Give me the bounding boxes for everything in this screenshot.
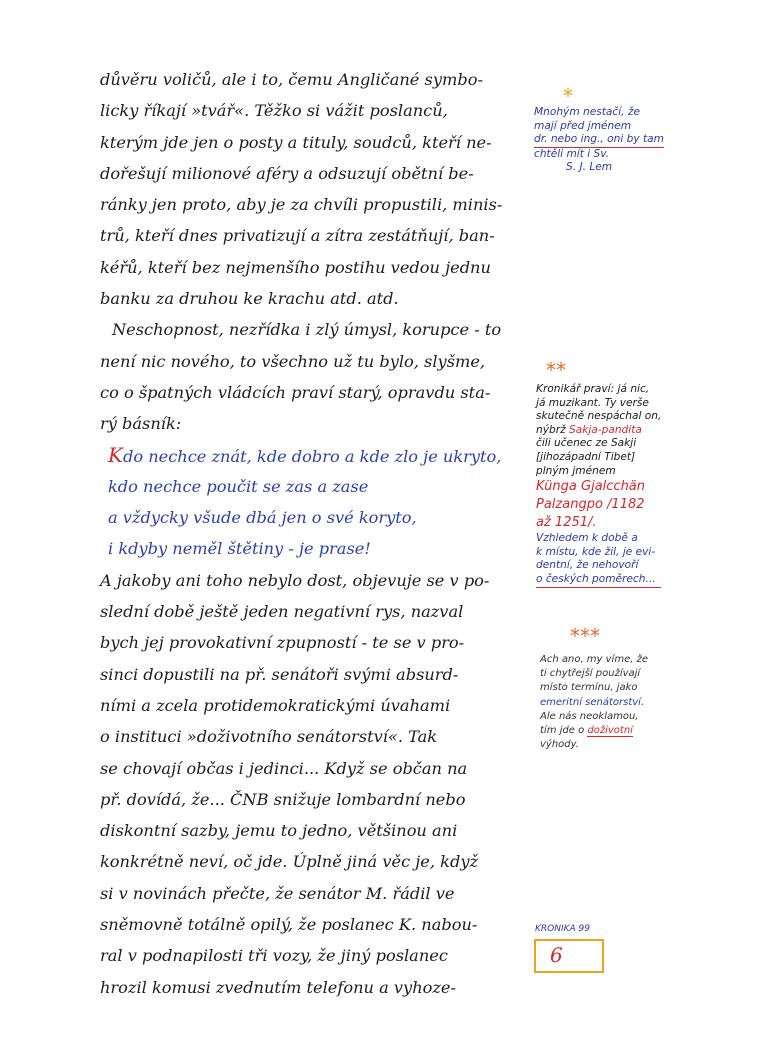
text-line: není nic nového, to všechno už tu bylo, slyšme, [100, 351, 486, 371]
note-line: Ach ano, my víme, že [540, 654, 648, 665]
verse-initial: K [108, 442, 123, 467]
chronicle-label: KRONIKA 99 [535, 924, 590, 934]
note-line: Kronikář praví: já nic, [536, 383, 650, 395]
note-line: já muzikant. Ty verše [536, 396, 649, 409]
verse-line: a vždycky všude dbá jen o své koryto, [108, 508, 417, 528]
asterisk-icon: *** [570, 624, 600, 648]
text-line: dořešují milionové aféry a odsuzují obětní be- [100, 163, 474, 183]
text-line: sněmovně totálně opilý, že poslanec K. nabou- [100, 915, 478, 935]
note-line: Vzhledem k době a [536, 532, 638, 545]
note-line: místo termínu, jako [540, 682, 638, 694]
text-line: hrozil komusi zvednutím telefonu a vyhoze- [100, 977, 456, 997]
note-line: k místu, kde žil, je evi- [536, 545, 656, 558]
note-line: [jihozápadní Tibet] [536, 450, 636, 463]
verse-first-line: do nechce znát, kde dobro a kde zlo je ukryto, [122, 446, 502, 466]
text-line: konkrétně neví, oč jde. Úplně jiná věc je, když [100, 852, 479, 872]
paragraph-2 [100, 314, 528, 439]
text-line: ral v podnapilosti tři vozy, že jiný poslanec [100, 946, 448, 966]
verse-line: kdo nechce poučit se zas a zase [108, 476, 369, 496]
note-line: výhody. [540, 739, 579, 751]
main-text-column [100, 64, 528, 1003]
page-number-box [534, 939, 604, 973]
note-highlight: doživotní [587, 725, 633, 737]
verse-block [100, 440, 528, 565]
text-line: př. dovídá, že... ČNB snižuje lombardní nebo [100, 789, 466, 809]
note-line: Mnohým nestačí, že [534, 106, 640, 118]
text-line: se chovají občas i jedinci... Když se občan na [100, 758, 468, 778]
note-line: chtěli mít i Sv. [534, 147, 610, 160]
text-line: kéřů, kteří bez nejmenšího postihu vedou jednu [100, 257, 491, 277]
text-line: rý básník: [100, 414, 182, 434]
text-line: licky říkají »tvář«. Těžko si vážit poslanců, [100, 101, 448, 121]
note-name-line: až 1251/. [536, 515, 597, 531]
text-line: kterým jde jen o posty a tituly, soudců, kteří ne- [100, 132, 492, 152]
text-line: diskontní sazby, jemu to jedno, většinou ani [100, 821, 458, 841]
page-number: 6 [550, 943, 563, 967]
note-signature: S. J. Lem [566, 161, 613, 174]
note-name-line: Palzangpo /1182 [536, 497, 645, 513]
text-line: slední době ještě jeden negativní rys, nazval [100, 602, 464, 622]
paragraph-1 [100, 64, 528, 314]
note-line [540, 724, 648, 738]
note-line: plným jménem [536, 464, 616, 477]
text-line: co o špatných vládcích praví starý, opravdu sta- [100, 382, 491, 402]
margin-note-1 [534, 106, 664, 175]
text-line: Neschopnost, nezřídka i zlý úmysl, korupce - to [112, 320, 502, 340]
note-text: nýbrž [536, 423, 569, 436]
note-line: skutečně nespáchal on, [536, 410, 662, 423]
note-line [536, 424, 661, 438]
text-line: banku za druhou ke krachu atd. atd. [100, 289, 399, 309]
text-line: A jakoby ani toho nebylo dost, objevuje se v po- [100, 570, 490, 590]
asterisk-icon: ** [546, 358, 566, 382]
text-line: o instituci »doživotního senátorství«. Tak [100, 727, 438, 747]
note-line: čili učenec ze Sakji [536, 437, 637, 450]
margin-note-2 [536, 383, 661, 588]
note-line: o českých poměrech... [536, 573, 661, 588]
note-line: ti chytřejší používají [540, 668, 641, 680]
asterisk-icon: * [563, 84, 573, 108]
verse-line [100, 440, 528, 471]
note-line: mají před jménem [534, 119, 632, 132]
note-line: dr. nebo ing., oni by tam [534, 133, 664, 148]
note-name-line: Künga Gjalcchän [536, 479, 646, 495]
note-line: dentní, že nehovoří [536, 559, 639, 572]
text-line: sinci dopustili na př. senátoři svými absurd- [100, 664, 459, 684]
note-line: Ale nás neoklamou, [540, 710, 639, 722]
note-text: tím jde o [540, 725, 588, 737]
text-line: si v novinách přečte, že senátor M. řádil ve [100, 883, 455, 903]
note-line: emeritní senátorství. [540, 696, 645, 708]
text-line: bych jej provokativní zpupností - te se v pro- [100, 633, 465, 653]
text-line: ními a zcela protidemokratickými úvahami [100, 695, 451, 715]
text-line: důvěru voličů, ale i to, čemu Angličané symbo- [100, 70, 483, 89]
text-line: ránky jen proto, aby je za chvíli propustili, minis- [100, 195, 503, 215]
verse-line: i kdyby neměl štětiny - je prase! [108, 539, 371, 559]
paragraph-3 [100, 565, 528, 1003]
text-line: trů, kteří dnes privatizují a zítra zestátňují, ban- [100, 226, 495, 246]
note-highlight: Sakja-pandita [569, 423, 642, 436]
margin-note-3 [540, 653, 648, 752]
